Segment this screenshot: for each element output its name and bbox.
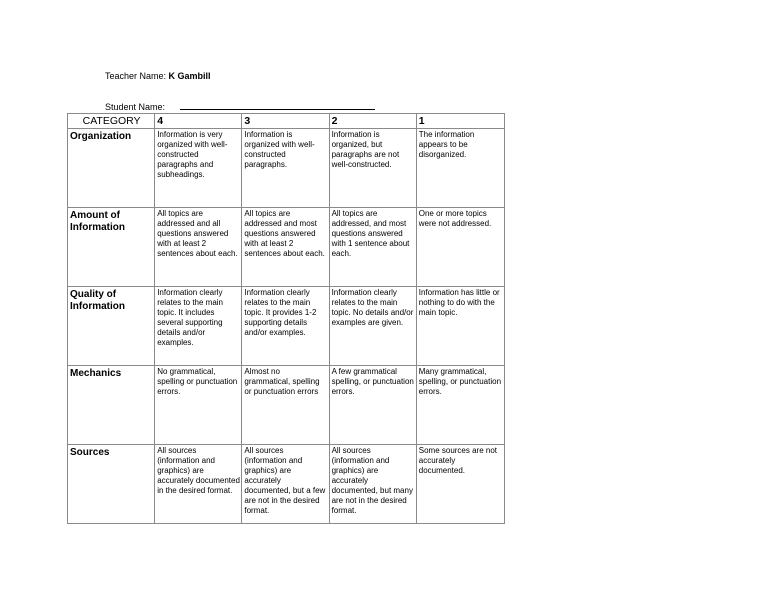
table-cell: All sources (information and graphics) are accurately documented, but a few are not in the desired format. — [242, 445, 329, 524]
teacher-label: Teacher Name: — [105, 71, 167, 81]
table-cell: Some sources are not accurately documented. — [416, 445, 504, 524]
header-score-3: 3 — [242, 114, 329, 129]
teacher-name: K Gambill — [168, 71, 211, 81]
table-cell: Information is organized with well-constructed paragraphs. — [242, 129, 329, 208]
student-label: Student Name: — [105, 102, 166, 112]
header-row — [68, 114, 505, 129]
student-name-blank — [180, 101, 375, 110]
table-row — [68, 208, 505, 287]
table-cell: Information has little or nothing to do with the main topic. — [416, 287, 504, 366]
table-cell: No grammatical, spelling or punctuation errors. — [155, 366, 242, 445]
header-score-2: 2 — [329, 114, 416, 129]
header-category: CATEGORY — [68, 114, 155, 129]
row-category: Mechanics — [68, 366, 155, 445]
table-cell: Almost no grammatical, spelling or punctuation errors — [242, 366, 329, 445]
table-cell: One or more topics were not addressed. — [416, 208, 504, 287]
student-name-line — [105, 101, 375, 112]
table-cell: All topics are addressed, and most questions answered with 1 sentence about each. — [329, 208, 416, 287]
table-cell: All sources (information and graphics) are accurately documented in the desired format. — [155, 445, 242, 524]
row-category: Quality of Information — [68, 287, 155, 366]
table-cell: All topics are addressed and all questions answered with at least 2 sentences about each. — [155, 208, 242, 287]
table-cell: A few grammatical spelling, or punctuation errors. — [329, 366, 416, 445]
table-cell: All topics are addressed and most questions answered with at least 2 sentences about each. — [242, 208, 329, 287]
header-score-4: 4 — [155, 114, 242, 129]
row-category: Organization — [68, 129, 155, 208]
table-cell: Information clearly relates to the main topic. No details and/or examples are given. — [329, 287, 416, 366]
table-row — [68, 445, 505, 524]
table-cell: The information appears to be disorganized. — [416, 129, 504, 208]
table-cell: All sources (information and graphics) are accurately documented, but many are not in the desired format. — [329, 445, 416, 524]
teacher-name-line — [105, 71, 211, 81]
table-cell: Many grammatical, spelling, or punctuation errors. — [416, 366, 504, 445]
table-row — [68, 366, 505, 445]
row-category: Sources — [68, 445, 155, 524]
table-cell: Information clearly relates to the main topic. It provides 1-2 supporting details and/or examples. — [242, 287, 329, 366]
header-score-1: 1 — [416, 114, 504, 129]
table-cell: Information is very organized with well-constructed paragraphs and subheadings. — [155, 129, 242, 208]
table-row — [68, 129, 505, 208]
table-row — [68, 287, 505, 366]
table-cell: Information clearly relates to the main topic. It includes several supporting details and/or examples. — [155, 287, 242, 366]
table-cell: Information is organized, but paragraphs are not well-constructed. — [329, 129, 416, 208]
row-category: Amount of Information — [68, 208, 155, 287]
rubric-table — [67, 113, 505, 524]
